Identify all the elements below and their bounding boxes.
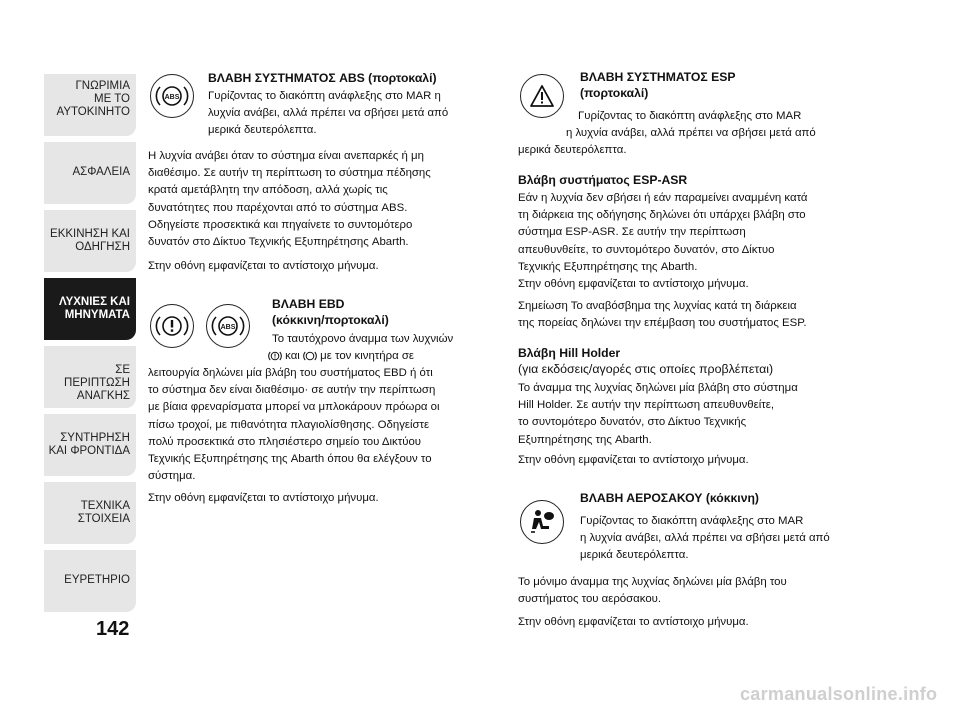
- abs-warning-icon: [206, 304, 250, 348]
- abs-body: [148, 148, 431, 251]
- tab-label-line: ΣΥΝΤΗΡΗΣΗ: [60, 432, 130, 444]
- text-line: κρατά αμετάβλητη την απόδοση, αλλά χωρίς τις: [148, 184, 388, 197]
- sidebar-tab-maintenance[interactable]: [44, 414, 136, 476]
- text-line: το συντομότερο δυνατόν, στο Δίκτυο Τεχνικής: [518, 416, 747, 429]
- text-line: Hill Holder. Σε αυτήν την περίπτωση απευθυνθείτε,: [518, 399, 774, 412]
- sidebar-tab-technical-data[interactable]: [44, 482, 136, 544]
- title-line: ΒΛΑΒΗ ΣΥΣΤΗΜΑΤΟΣ ESP: [580, 70, 736, 84]
- text-line: τη διάρκεια της οδήγησης δηλώνει ότι υπάρχει βλάβη στο: [518, 209, 806, 222]
- tab-label-line: ΣΕ ΠΕΡΙΠΤΩΣΗ: [64, 364, 130, 389]
- hill-holder-body: [518, 380, 798, 449]
- abs-screen-message: Στην οθόνη εμφανίζεται το αντίστοιχο μήνυμα.: [148, 260, 379, 272]
- text-line: η λυχνία ανάβει, αλλά πρέπει να σβήσει μετά από: [580, 532, 830, 545]
- text-line: Σημείωση Το αναβόσβημα της λυχνίας κατά τη διάρκεια: [518, 300, 797, 312]
- title-line: (πορτοκαλί): [580, 85, 649, 100]
- esp-asr-fault-body: [518, 190, 808, 276]
- brake-exclamation-icon: [150, 304, 194, 348]
- tab-label-line: ΓΝΩΡΙΜΙΑ: [75, 80, 130, 92]
- text-line: δυνατόν στο Δίκτυο Τεχνικής Εξυπηρέτησης Abarth.: [148, 236, 409, 249]
- text-line: Τεχνικής Εξυπηρέτησης της Abarth όπου θα ελέγξουν το: [148, 453, 432, 466]
- text-line: Εάν η λυχνία δεν σβήσει ή εάν παραμείνει αναμμένη κατά: [518, 192, 808, 204]
- tab-label-line: ΤΕΧΝΙΚΑ: [80, 500, 130, 512]
- sidebar-tab-emergency[interactable]: [44, 346, 136, 408]
- esp-asr-fault-title: Βλάβη συστήματος ESP-ASR: [518, 173, 688, 187]
- page-number: 142: [96, 618, 130, 640]
- tab-label-line: ΟΔΗΓΗΣΗ: [75, 241, 130, 253]
- title-subline: (για εκδόσεις/αγορές στις οποίες προβλέπεται): [518, 362, 774, 376]
- text-line: Τεχνικής Εξυπηρέτησης της Abarth.: [518, 260, 698, 273]
- text-line: συστήματος του αερόσακου.: [518, 593, 662, 606]
- ebd-intro: [272, 331, 453, 348]
- esp-note: [518, 298, 807, 332]
- airbag-person-icon: [520, 500, 564, 544]
- text-line: η λυχνία ανάβει, αλλά πρέπει να σβήσει μετά από: [566, 127, 816, 140]
- text-line: Εξυπηρέτησης της Abarth.: [518, 433, 652, 446]
- text-fragment: και: [282, 350, 304, 362]
- svg-text:ABS: ABS: [164, 94, 180, 101]
- airbag-body: [518, 574, 787, 608]
- text-line: το σύστημα δεν είναι διαθέσιμο· σε αυτήν την περίπτωση: [148, 384, 436, 397]
- text-line: Το μόνιμο άναμμα της λυχνίας δηλώνει μία βλάβη του: [518, 576, 787, 588]
- sidebar-tab-getting-to-know[interactable]: [44, 74, 136, 136]
- text-line: Γυρίζοντας το διακόπτη ανάφλεξης στο MAR: [578, 110, 802, 122]
- watermark: carmanualsonline.info: [740, 684, 938, 704]
- text-line: απευθυνθείτε, το συντομότερο δυνατόν, στο Δίκτυο: [518, 243, 775, 256]
- esp-intro: [560, 108, 816, 142]
- airbag-screen-message: Στην οθόνη εμφανίζεται το αντίστοιχο μήνυμα.: [518, 616, 749, 628]
- ebd-body: [148, 365, 440, 485]
- ebd-section-title: [272, 296, 389, 328]
- airbag-section-title: ΒΛΑΒΗ ΑΕΡΟΣΑΚΟΥ (κόκκινη): [580, 491, 759, 505]
- esp-intro-tail: μερικά δευτερόλεπτα.: [518, 144, 627, 156]
- tab-label-line: ΕΥΡΕΤΗΡΙΟ: [64, 574, 130, 586]
- tab-label-line: ΑΥΤΟΚΙΝΗΤΟ: [56, 106, 130, 118]
- sidebar-tab-starting-driving[interactable]: [44, 210, 136, 272]
- text-line: Η λυχνία ανάβει όταν το σύστημα είναι ανεπαρκές ή μη: [148, 150, 424, 162]
- tab-label-line: ΜΗΝΥΜΑΤΑ: [64, 309, 130, 321]
- abs-intro: [208, 88, 448, 140]
- text-line: με βίαια φρεναρίσματα μπορεί να μπλοκάρουν πρόωρα οι: [148, 401, 440, 414]
- text-line: Το ταυτόχρονο άναμμα των λυχνιών: [272, 333, 454, 345]
- text-line: σύστημα ESP-ASR. Σε αυτήν την περίπτωση: [518, 226, 746, 239]
- text-line: λυχνία ανάβει, αλλά πρέπει να σβήσει μετά από: [208, 107, 449, 120]
- title-line: Βλάβη Hill Holder: [518, 346, 621, 360]
- tab-label-line: ΑΝΑΓΚΗΣ: [76, 390, 130, 402]
- text-line: Οδηγείστε προσεκτικά και πηγαίνετε το συντομότερο: [148, 218, 413, 231]
- title-line: ΒΛΑΒΗ EBD: [272, 297, 345, 311]
- text-line: μερικά δευτερόλεπτα.: [208, 124, 317, 137]
- tab-label-line: ΕΚΚΙΝΗΣΗ ΚΑΙ: [50, 228, 130, 240]
- hill-holder-screen-message: Στην οθόνη εμφανίζεται το αντίστοιχο μήνυμα.: [518, 454, 749, 466]
- text-line: δυνατότητες που παρέχονται από το σύστημα ABS.: [148, 201, 408, 214]
- text-line: διαθέσιμο. Σε αυτήν τη περίπτωση το σύστημα πέδησης: [148, 167, 431, 180]
- tab-label-line: ΚΑΙ ΦΡΟΝΤΙΔΑ: [48, 445, 130, 457]
- text-line: Το άναμμα της λυχνίας δηλώνει μία βλάβη στο σύστημα: [518, 382, 798, 394]
- title-line: (κόκκινη/πορτοκαλί): [272, 313, 389, 327]
- abs-section-title: ΒΛΑΒΗ ΣΥΣΤΗΜΑΤΟΣ ABS (πορτοκαλί): [208, 71, 437, 85]
- text-line: μερικά δευτερόλεπτα.: [580, 549, 689, 562]
- sidebar-tab-index[interactable]: [44, 550, 136, 612]
- text-line: Γυρίζοντας το διακόπτη ανάφλεξης στο MAR: [580, 515, 804, 527]
- tab-label-line: ΜΕ ΤΟ: [94, 93, 130, 105]
- airbag-intro: [580, 513, 830, 565]
- tab-label-line: ΣΤΟΙΧΕΙΑ: [77, 513, 130, 525]
- sidebar-tab-warning-lights[interactable]: [44, 278, 136, 340]
- text-line: Γυρίζοντας το διακόπτη ανάφλεξης στο MAR η: [208, 90, 441, 102]
- hill-holder-fault-title: [518, 345, 773, 377]
- esp-triangle-icon: [520, 74, 564, 118]
- sidebar-tab-safety[interactable]: [44, 142, 136, 204]
- text-line: λειτουργία δηλώνει μία βλάβη του συστήματος EBD ή ότι: [148, 367, 433, 379]
- esp-asr-screen-message: Στην οθόνη εμφανίζεται το αντίστοιχο μήνυμα.: [518, 278, 749, 290]
- tab-label-line: ΛΥΧΝΙΕΣ ΚΑΙ: [58, 296, 130, 308]
- ebd-screen-message: Στην οθόνη εμφανίζεται το αντίστοιχο μήνυμα.: [148, 492, 379, 504]
- tab-label-line: ΑΣΦΑΛΕΙΑ: [72, 166, 130, 178]
- text-line: πολύ προσεκτικά στο πλησιέστερο σημείο του Δικτύου: [148, 435, 422, 448]
- abs-warning-icon: [150, 74, 194, 118]
- svg-text:ABS: ABS: [220, 324, 236, 331]
- esp-section-title: [580, 70, 735, 101]
- text-line: της πορείας δηλώνει την επέμβαση του συστήματος ESP.: [518, 317, 807, 330]
- text-line: σύστημα.: [148, 470, 196, 483]
- text-line: πίσω τροχοί, με πιθανότητα πλαγιολίσθησης. Οδηγείστε: [148, 418, 430, 431]
- text-fragment: με τον κινητήρα σε: [317, 350, 414, 362]
